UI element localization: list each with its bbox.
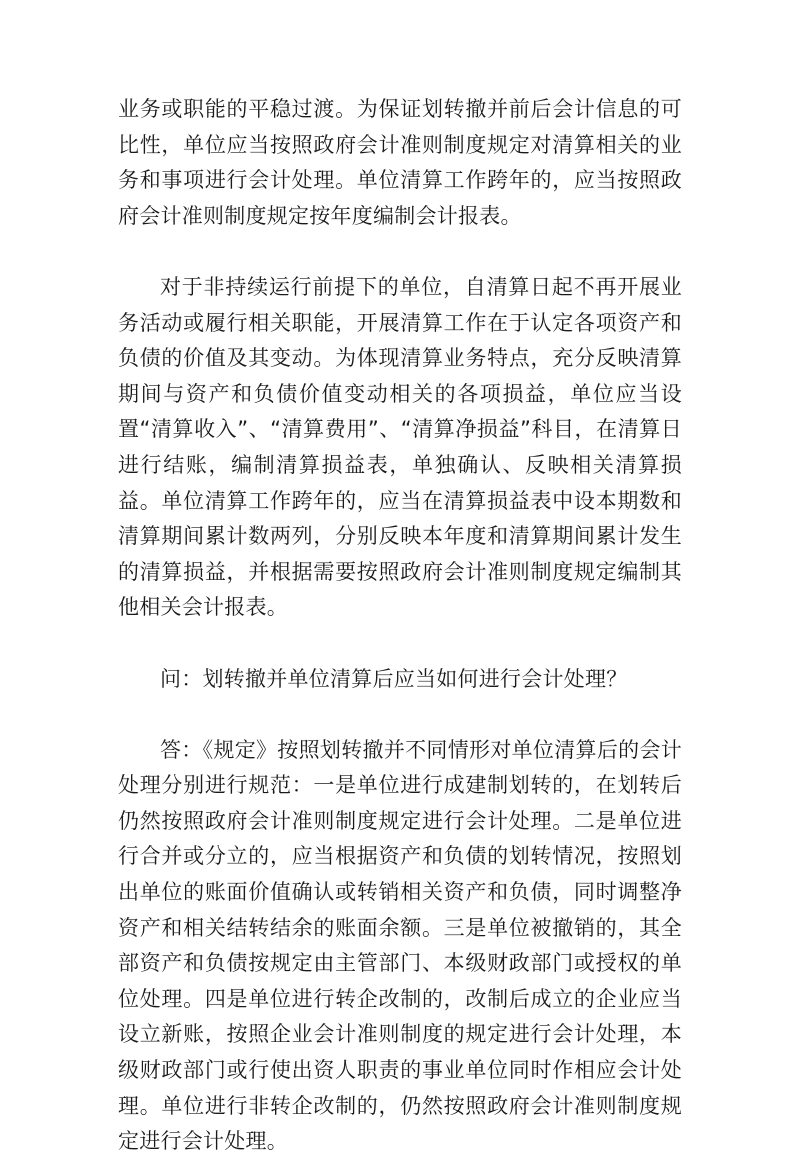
paragraph-continuation: 业务或职能的平稳过渡。为保证划转撤并前后会计信息的可比性，单位应当按照政府会计准则制度规定对清算相关的业务和事项进行会计处理。单位清算工作跨年的，应当按照政府会计准则制度规定按年度编制会计报表。 — [118, 97, 682, 228]
paragraph-liquidation-accounting: 对于非持续运行前提下的单位，自清算日起不再开展业务活动或履行相关职能，开展清算工作在于认定各项资产和负债的价值及其变动。为体现清算业务特点，充分反映清算期间与资产和负债价值变动相关的各项损益，单位应当设置“清算收入”、“清算费用”、“清算净损益”科目，在清算日进行结账，编制清算损益表，单独确认、反映相关清算损益。单位清算工作跨年的，应当在清算损益表中设本期数和清算期间累计数两列，分别反映本年度和清算期间累计发生的清算损益，并根据需要按照政府会计准则制度规定编制其他相关会计报表。 — [118, 274, 682, 620]
question-heading: 问：划转撤并单位清算后应当如何进行会计处理？ — [160, 666, 628, 691]
answer-paragraph: 答：《规定》按照划转撤并不同情形对单位清算后的会计处理分别进行规范：一是单位进行成建制划转的，在划转后仍然按照政府会计准则制度规定进行会计处理。二是单位进行合并或分立的，应当根据资产和负债的划转情况，按照划出单位的账面价值确认或转销相关资产和负债，同时调整净资产和相关结转结余的账面余额。三是单位被撤销的，其全部资产和负债按规定由主管部门、本级财政部门或授权的单位处理。四是单位进行转企改制的，改制后成立的企业应当设立新账，按照企业会计准则制度的规定进行会计处理，本级财政部门或行使出资人职责的事业单位同时作相应会计处理。单位进行非转企改制的，仍然按照政府会计准则制度规定进行会计处理。 — [118, 737, 682, 1154]
paragraph-spacer — [118, 697, 682, 733]
document-body — [118, 92, 682, 1160]
paragraph-spacer — [118, 234, 682, 270]
paragraph-spacer — [118, 626, 682, 662]
